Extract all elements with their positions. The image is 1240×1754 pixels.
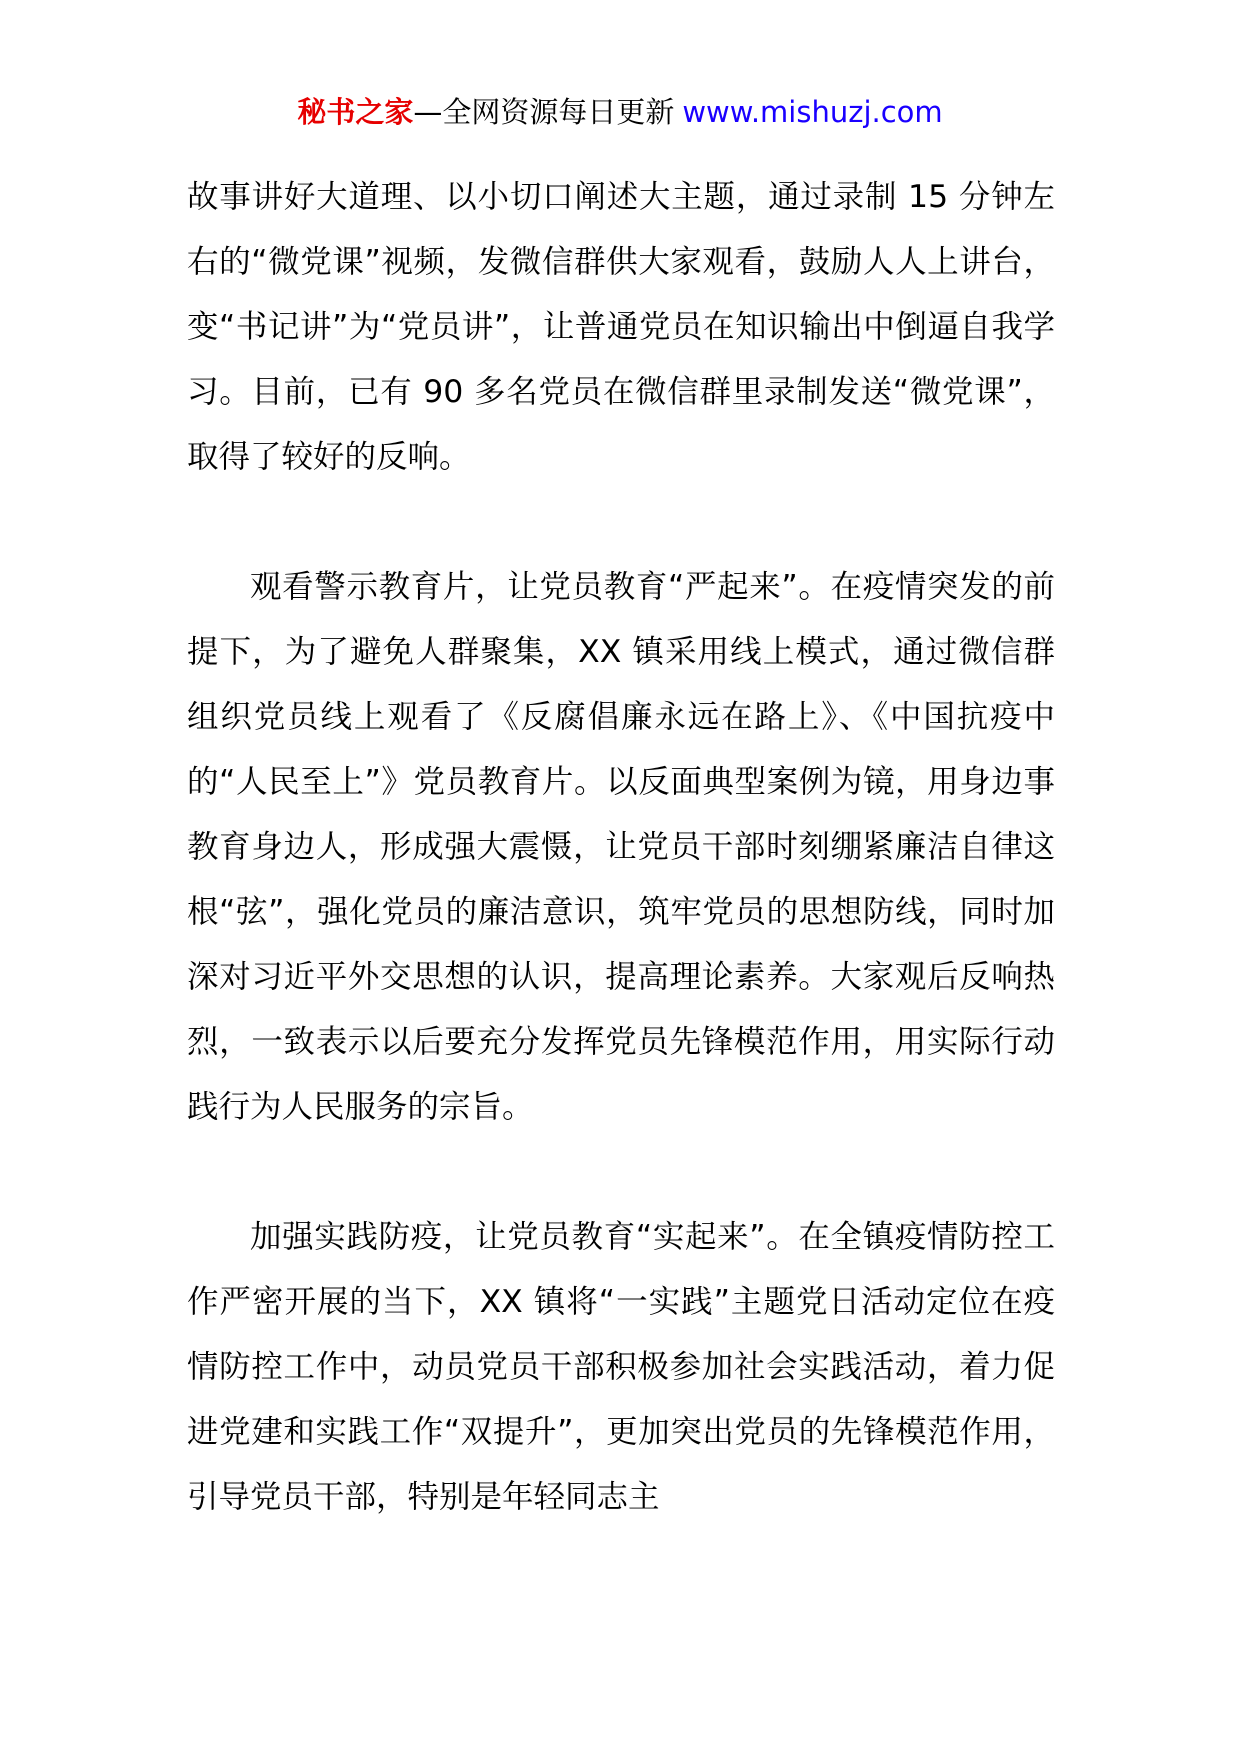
- paragraph-continued: 故事讲好大道理、以小切口阐述大主题，通过录制 15 分钟左右的“微党课”视频，发微信群供大家观看，鼓励人人上讲台，变“书记讲”为“党员讲”，让普通党员在知识输出中倒逼自我学习。目前，已有 90 多名党员在微信群里录制发送“微党课”，取得了较好的反响。: [187, 179, 1055, 475]
- site-tagline: —全网资源每日更新: [413, 95, 675, 129]
- paragraph-warning-education: 观看警示教育片，让党员教育“严起来”。在疫情突发的前提下，为了避免人群聚集，XX 镇采用线上模式，通过微信群组织党员线上观看了《反腐倡廉永远在路上》、《中国抗疫中的“人民至上”》党员教育片。以反面典型案例为镜，用身边事教育身边人，形成强大震慑，让党员干部时刻绷紧廉洁自律这根“弦”，强化党员的廉洁意识，筑牢党员的思想防线，同时加深对习近平外交思想的认识，提高理论素养。大家观后反响热烈，一致表示以后要充分发挥党员先锋模范作用，用实际行动践行为人民服务的宗旨。: [187, 569, 1055, 1125]
- site-header: [0, 92, 1240, 132]
- site-brand: 秘书之家: [297, 95, 414, 129]
- document-body: [187, 165, 1055, 1530]
- paragraph-practice-epidemic: 加强实践防疫，让党员教育“实起来”。在全镇疫情防控工作严密开展的当下，XX 镇将“一实践”主题党日活动定位在疫情防控工作中，动员党员干部积极参加社会实践活动，着力促进党建和实践工作“双提升”，更加突出党员的先锋模范作用，引导党员干部，特别是年轻同志主: [187, 1219, 1055, 1515]
- site-url-link[interactable]: www.mishuzj.com: [682, 95, 943, 129]
